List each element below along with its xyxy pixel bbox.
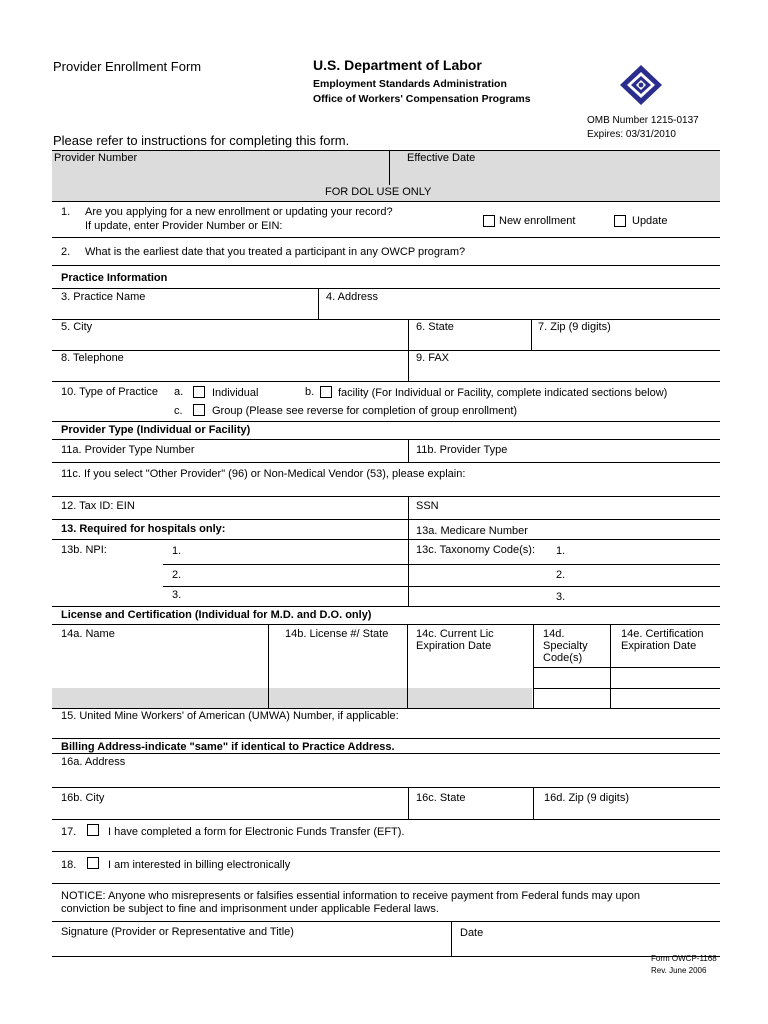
provider-number-label: Provider Number: [54, 152, 138, 164]
expiration-date: Expires: 03/31/2010: [587, 129, 676, 140]
billing-state-field[interactable]: 16c. State: [416, 792, 466, 804]
certification-label-1: 14e. Certification: [621, 628, 704, 640]
practice-info-heading: Practice Information: [61, 272, 168, 284]
telephone-field[interactable]: 8. Telephone: [61, 352, 124, 364]
provider-type-heading: Provider Type (Individual or Facility): [61, 424, 251, 436]
eft-label: I have completed a form for Electronic Funds Transfer (EFT).: [108, 826, 405, 838]
q2-question: What is the earliest date that you treated a participant in any OWCP program?: [85, 246, 466, 258]
department-name: U.S. Department of Labor: [313, 57, 482, 73]
certification-label-2: Expiration Date: [621, 640, 697, 652]
administration-name: Employment Standards Administration: [313, 78, 507, 90]
office-name: Office of Workers' Compensation Programs: [313, 93, 531, 105]
q1-number: 1.: [61, 206, 71, 218]
taxonomy-label: 13c. Taxonomy Code(s):: [416, 544, 536, 556]
billing-address-field[interactable]: 16a. Address: [61, 756, 126, 768]
for-dol-use-only: FOR DOL USE ONLY: [325, 186, 432, 198]
taxonomy-2-field[interactable]: 2.: [556, 569, 566, 581]
group-label: Group (Please see reverse for completion of group enrollment): [212, 405, 518, 417]
q1-update-instruction: If update, enter Provider Number or EIN:: [85, 220, 283, 232]
billing-heading: Billing Address-indicate "same" if identical to Practice Address.: [61, 741, 395, 753]
provider-type-number-field[interactable]: 11a. Provider Type Number: [61, 444, 195, 456]
fax-field[interactable]: 9. FAX: [416, 352, 450, 364]
q2-number: 2.: [61, 246, 71, 258]
license-state-field[interactable]: 14b. License #/ State: [285, 628, 389, 640]
specialty-label-2: Specialty: [543, 640, 588, 652]
npi-1-field[interactable]: 1.: [172, 545, 182, 557]
omb-number: OMB Number 1215-0137: [587, 115, 699, 126]
taxonomy-1-field[interactable]: 1.: [556, 545, 566, 557]
dol-logo: [618, 63, 664, 107]
practice-city-field[interactable]: 5. City: [61, 321, 93, 333]
umwa-number-field[interactable]: 15. United Mine Workers' of American (UMWA) Number, if applicable:: [61, 710, 399, 722]
taxonomy-3-field[interactable]: 3.: [556, 591, 566, 603]
signature-field[interactable]: Signature (Provider or Representative and Title): [61, 926, 294, 938]
license-name-field[interactable]: 14a. Name: [61, 628, 115, 640]
medicare-number-field[interactable]: 13a. Medicare Number: [416, 525, 528, 537]
update-label: Update: [632, 215, 668, 227]
specialty-label-3: Code(s): [543, 652, 583, 664]
npi-2-field[interactable]: 2.: [172, 569, 182, 581]
practice-state-field[interactable]: 6. State: [416, 321, 454, 333]
q1-question: Are you applying for a new enrollment or updating your record?: [85, 206, 393, 218]
option-a-marker: a.: [174, 386, 184, 398]
q17-number: 17.: [61, 826, 77, 838]
option-c-marker: c.: [174, 405, 183, 417]
group-checkbox[interactable]: [193, 404, 205, 416]
current-license-expiration-label-2: Expiration Date: [416, 640, 492, 652]
license-shaded-row: [52, 688, 532, 708]
form-revision: Rev. June 2006: [651, 966, 707, 975]
billing-city-field[interactable]: 16b. City: [61, 792, 105, 804]
individual-checkbox[interactable]: [193, 386, 205, 398]
effective-date-label: Effective Date: [407, 152, 476, 164]
q18-number: 18.: [61, 859, 77, 871]
provider-type-field[interactable]: 11b. Provider Type: [416, 444, 508, 456]
current-license-expiration-label-1: 14c. Current Lic: [416, 628, 494, 640]
license-heading: License and Certification (Individual for M.D. and D.O. only): [61, 609, 372, 621]
individual-label: Individual: [212, 387, 259, 399]
other-provider-explain-field[interactable]: 11c. If you select "Other Provider" (96) or Non-Medical Vendor (53), please explain:: [61, 468, 466, 480]
new-enrollment-label: New enrollment: [499, 215, 576, 227]
notice-line-2: conviction be subject to fine and imprisonment under applicable Federal laws.: [61, 903, 439, 915]
instructions-note: Please refer to instructions for completing this form.: [53, 133, 350, 148]
practice-address-field[interactable]: 4. Address: [326, 291, 378, 303]
facility-label: facility (For Individual or Facility, complete indicated sections below): [338, 387, 668, 399]
tax-id-ein-field[interactable]: 12. Tax ID: EIN: [61, 500, 135, 512]
update-checkbox[interactable]: [614, 215, 626, 227]
form-title: Provider Enrollment Form: [53, 59, 202, 74]
npi-3-field[interactable]: 3.: [172, 589, 182, 601]
practice-zip-field[interactable]: 7. Zip (9 digits): [538, 321, 611, 333]
eft-checkbox[interactable]: [87, 824, 99, 836]
signature-date-field[interactable]: Date: [460, 927, 484, 939]
option-b-marker: b.: [305, 386, 315, 398]
billing-electronically-label: I am interested in billing electronically: [108, 859, 291, 871]
billing-zip-field[interactable]: 16d. Zip (9 digits): [544, 792, 629, 804]
form-number: Form OWCP-1168: [651, 954, 717, 963]
new-enrollment-checkbox[interactable]: [483, 215, 495, 227]
facility-checkbox[interactable]: [320, 386, 332, 398]
specialty-label-1: 14d.: [543, 628, 565, 640]
npi-label: 13b. NPI:: [61, 544, 107, 556]
hospitals-only-label: 13. Required for hospitals only:: [61, 523, 226, 535]
billing-electronically-checkbox[interactable]: [87, 857, 99, 869]
ssn-field[interactable]: SSN: [416, 500, 439, 512]
notice-line-1: NOTICE: Anyone who misrepresents or falsifies essential information to receive payment from Federal funds may upon: [61, 890, 640, 902]
type-of-practice-label: 10. Type of Practice: [61, 386, 159, 398]
practice-name-field[interactable]: 3. Practice Name: [61, 291, 146, 303]
